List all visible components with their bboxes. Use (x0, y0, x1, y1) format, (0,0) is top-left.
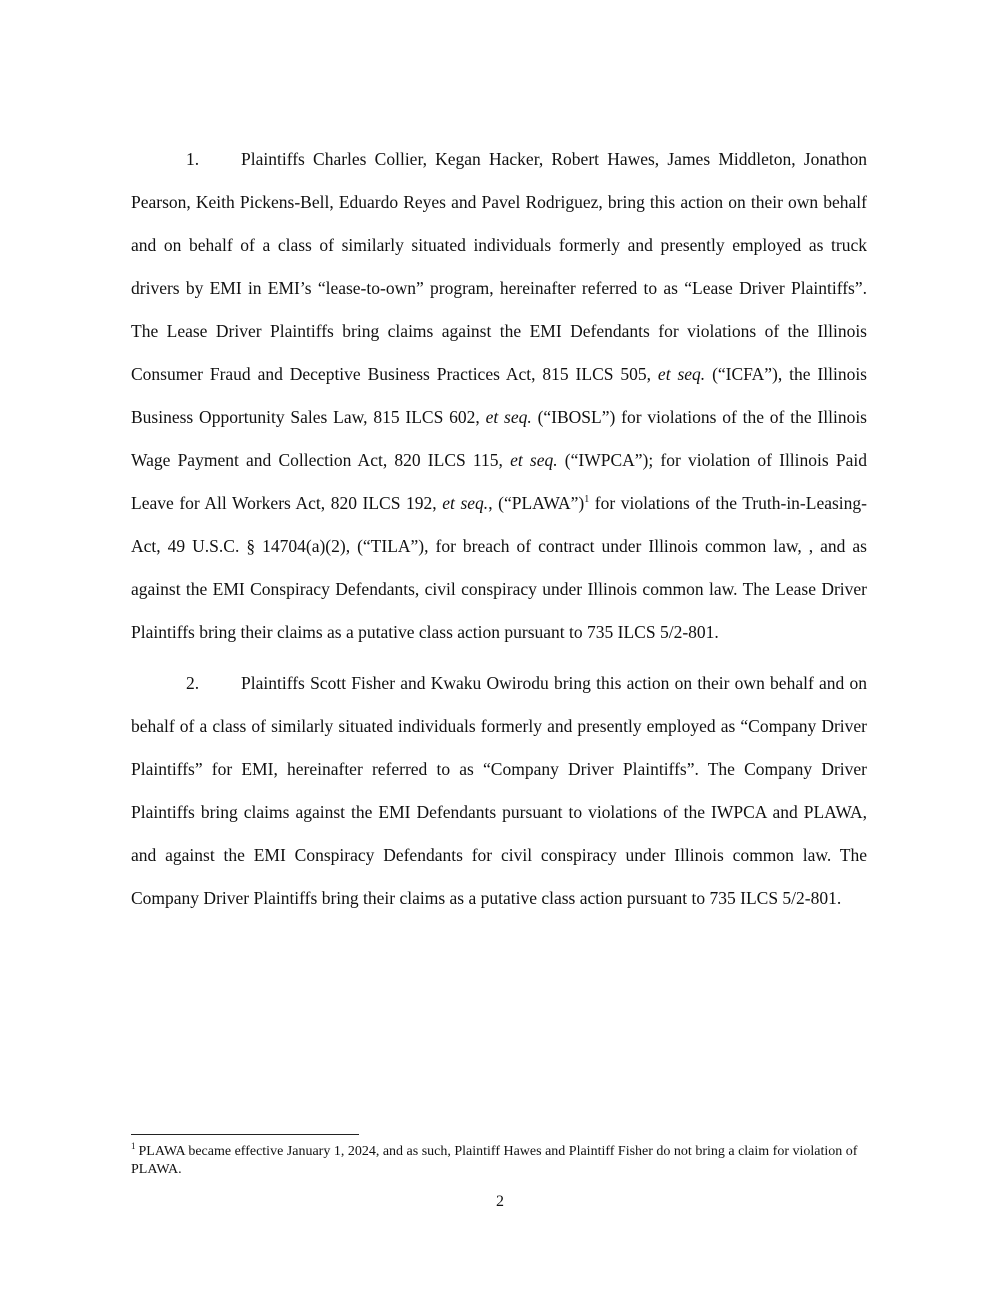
paragraph-2 (131, 662, 867, 920)
paragraph-text: (“IWPCA”); for violation of Illinois Paid Leave for All Workers Act, 820 ILCS 192, (131, 450, 867, 513)
citation-et-seq: et seq. (657, 364, 706, 384)
page-number: 2 (496, 1193, 504, 1210)
paragraph-text: (“ICFA”), the Illinois Business Opportunity Sales Law, 815 ILCS 602, (131, 364, 867, 427)
paragraph-number: 2. (186, 673, 200, 693)
citation-et-seq: et seq. (485, 407, 532, 427)
citation-et-seq: et seq. (510, 450, 558, 470)
footnote-text: PLAWA became effective January 1, 2024, and as such, Plaintiff Hawes and Plaintiff Fisher do not bring a claim for violation of PLAWA. (131, 1144, 858, 1177)
paragraph-text: for violations of the Truth-in-Leasing-Act, 49 U.S.C. § 14704(a)(2), (“TILA”), for breach of contract under Illinois common law, , and as against the EMI Conspiracy Defendants, civil conspiracy under Illinois common law. The Lease Driver Plaintiffs bring their claims as a putative class action pursuant to 735 ILCS 5/2-801. (131, 493, 867, 642)
paragraph-text: Plaintiffs Charles Collier, Kegan Hacker, Robert Hawes, James Middleton, Jonathon Pearson, Keith Pickens-Bell, Eduardo Reyes and Pavel Rodriguez, bring this action on their own behalf and on behalf of a class of similarly situated individuals formerly and presently employed as truck drivers by EMI in EMI’s “lease-to-own” program, hereinafter referred to as “Lease Driver Plaintiffs”. The Lease Driver Plaintiffs bring claims against the EMI Defendants for violations of the Illinois Consumer Fraud and Deceptive Business Practices Act, 815 ILCS 505, (131, 149, 867, 384)
footnote-marker: 1 (131, 1141, 136, 1152)
paragraph-text: Plaintiffs Scott Fisher and Kwaku Owirodu bring this action on their own behalf and on behalf of a class of similarly situated individuals formerly and presently employed as “Company Driver Plaintiffs” for EMI, hereinafter referred to as “Company Driver Plaintiffs”. The Company Driver Plaintiffs bring claims against the EMI Defendants pursuant to violations of the IWPCA and PLAWA, and against the EMI Conspiracy Defendants for civil conspiracy under Illinois common law. The Company Driver Plaintiffs bring their claims as a putative class action pursuant to 735 ILCS 5/2-801. (131, 673, 867, 908)
footnote-reference: 1 (584, 494, 590, 506)
paragraph-number: 1. (186, 149, 200, 169)
paragraph-1 (131, 138, 867, 654)
footnote (131, 1143, 871, 1179)
paragraph-text: (“IBOSL”) for violations of the of the Illinois Wage Payment and Collection Act, 820 ILCS 115, (131, 407, 867, 470)
citation-et-seq: et seq. (442, 493, 489, 513)
paragraph-text: , (“PLAWA”) (488, 493, 585, 513)
footnote-divider (131, 1134, 359, 1135)
